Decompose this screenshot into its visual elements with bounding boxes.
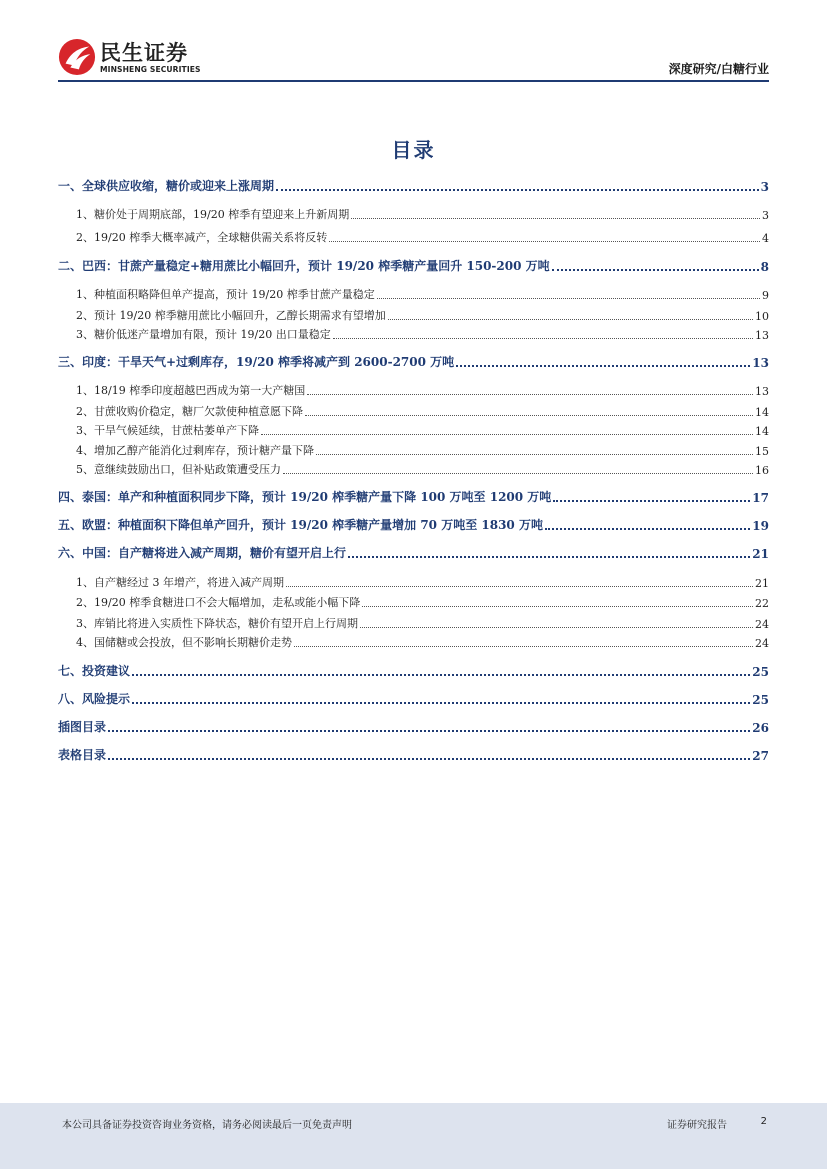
toc-entry-title: 1、糖价处于周期底部，19/20 榨季有望迎来上升新周期 [76, 208, 350, 221]
toc-section-entry[interactable] [58, 689, 769, 707]
toc-dot-leader [305, 414, 753, 416]
toc-entry-page: 4 [762, 232, 769, 245]
toc-entry-title: 3、干旱气候延续，甘蔗枯萎单产下降 [76, 424, 259, 437]
toc-entry-page: 14 [755, 406, 769, 419]
toc-dot-leader [351, 217, 760, 219]
toc-entry-page: 27 [752, 749, 769, 763]
toc-entry-page: 26 [752, 721, 769, 735]
toc-dot-leader [261, 433, 753, 435]
toc-dot-leader [348, 555, 750, 558]
toc-title: 目录 [391, 138, 436, 162]
toc-entry-title: 八、风险提示 [58, 692, 131, 706]
toc-entry-page: 8 [760, 260, 769, 274]
report-category: 深度研究/白糖行业 [668, 62, 769, 76]
toc-subsection-entry[interactable] [58, 284, 769, 302]
toc-dot-leader [333, 337, 753, 339]
toc-section-entry[interactable] [58, 176, 769, 194]
toc-entry-page: 21 [755, 577, 769, 590]
toc-subsection-entry[interactable] [58, 592, 769, 610]
toc-entry-page: 25 [752, 665, 769, 679]
toc-entry-page: 3 [760, 180, 769, 194]
toc-entry-title: 七、投资建议 [58, 664, 131, 678]
toc-entry-page: 13 [752, 356, 769, 370]
toc-dot-leader [132, 673, 750, 676]
toc-dot-leader [360, 626, 753, 628]
toc-subsection-entry[interactable] [58, 420, 769, 438]
footer-disclaimer: 本公司具备证券投资咨询业务资格，请务必阅读最后一页免责声明 [62, 1120, 352, 1131]
toc-dot-leader [456, 364, 750, 367]
toc-entry-title: 六、中国：自产糖将进入减产周期，糖价有望开启上行 [58, 546, 347, 560]
toc-subsection-entry[interactable] [58, 440, 769, 458]
toc-dot-leader [283, 472, 753, 474]
toc-entry-page: 24 [755, 618, 769, 631]
toc-subsection-entry[interactable] [58, 204, 769, 222]
toc-entry-page: 3 [762, 209, 769, 222]
toc-entry-page: 14 [755, 425, 769, 438]
toc-dot-leader [132, 701, 750, 704]
toc-section-entry[interactable] [58, 543, 769, 561]
toc-dot-leader [108, 729, 750, 732]
toc-dot-leader [316, 453, 753, 455]
toc-subsection-entry[interactable] [58, 227, 769, 245]
toc-entry-title: 4、国储糖或会投放，但不影响长期糖价走势 [76, 636, 292, 649]
page-header [0, 0, 827, 84]
toc-entry-title: 五、欧盟：种植面积下降但单产回升，预计 19/20 榨季糖产量增加 70 万吨至 1830 万吨 [58, 518, 543, 532]
company-logo [58, 36, 218, 80]
toc-entry-title: 2、19/20 榨季食糖进口不会大幅增加，走私或能小幅下降 [76, 596, 361, 609]
toc-entry-title: 1、自产糖经过 3 年增产，将进入减产周期 [76, 576, 284, 589]
toc-subsection-entry[interactable] [58, 380, 769, 398]
toc-dot-leader [294, 645, 753, 647]
toc-section-entry[interactable] [58, 352, 769, 370]
toc-entry-title: 2、19/20 榨季大概率减产，全球糖供需关系将反转 [76, 231, 328, 244]
toc-entry-page: 10 [755, 310, 769, 323]
toc-entry-page: 22 [755, 597, 769, 610]
toc-dot-leader [286, 585, 753, 587]
toc-dot-leader [307, 393, 753, 395]
toc-section-entry[interactable] [58, 515, 769, 533]
toc-section-entry[interactable] [58, 256, 769, 274]
toc-subsection-entry[interactable] [58, 401, 769, 419]
toc-entry-page: 25 [752, 693, 769, 707]
toc-dot-leader [108, 757, 750, 760]
toc-entry-page: 9 [762, 289, 769, 302]
toc-subsection-entry[interactable] [58, 632, 769, 650]
page-number: 2 [760, 1116, 767, 1127]
toc-entry-page: 15 [755, 445, 769, 458]
toc-entry-page: 16 [755, 464, 769, 477]
toc-entry-title: 1、18/19 榨季印度超越巴西成为第一大产糖国 [76, 384, 306, 397]
logo-english-name: MINSHENG SECURITIES [100, 65, 201, 74]
toc-entry-title: 3、库销比将进入实质性下降状态，糖价有望开启上行周期 [76, 617, 358, 630]
toc-entry-title: 表格目录 [58, 748, 107, 762]
toc-entry-title: 3、糖价低迷产量增加有限，预计 19/20 出口量稳定 [76, 328, 331, 341]
toc-entry-title: 插图目录 [58, 720, 107, 734]
toc-dot-leader [545, 527, 750, 530]
toc-entry-title: 2、预计 19/20 榨季糖用蔗比小幅回升，乙醇长期需求有望增加 [76, 309, 386, 322]
toc-section-entry[interactable] [58, 717, 769, 735]
header-divider [58, 80, 769, 82]
toc-entry-title: 4、增加乙醇产能消化过剩库存，预计糖产量下降 [76, 444, 314, 457]
toc-section-entry[interactable] [58, 487, 769, 505]
toc-dot-leader [329, 240, 760, 242]
toc-section-entry[interactable] [58, 661, 769, 679]
toc-entry-title: 四、泰国：单产和种植面积同步下降，预计 19/20 榨季糖产量下降 100 万吨至 1200 万吨 [58, 490, 552, 504]
toc-entry-title: 一、全球供应收缩，糖价或迎来上涨周期 [58, 179, 275, 193]
toc-entry-page: 17 [752, 491, 769, 505]
toc-dot-leader [276, 188, 759, 191]
toc-subsection-entry[interactable] [58, 305, 769, 323]
toc-section-entry[interactable] [58, 745, 769, 763]
page-footer [0, 1103, 827, 1169]
toc-entry-title: 1、种植面积略降但单产提高，预计 19/20 榨季甘蔗产量稳定 [76, 288, 375, 301]
toc-entry-title: 二、巴西：甘蔗产量稳定+糖用蔗比小幅回升，预计 19/20 榨季糖产量回升 150-200 万吨 [58, 259, 550, 273]
toc-dot-leader [553, 499, 750, 502]
minsheng-logo-icon [58, 38, 96, 76]
toc-dot-leader [388, 318, 753, 320]
toc-dot-leader [377, 297, 760, 299]
toc-entry-page: 13 [755, 329, 769, 342]
toc-entry-title: 5、意继续鼓励出口，但补贴政策遭受压力 [76, 463, 281, 476]
toc-entry-page: 24 [755, 637, 769, 650]
toc-entry-page: 13 [755, 385, 769, 398]
toc-entry-title: 2、甘蔗收购价稳定，糖厂欠款使种植意愿下降 [76, 405, 303, 418]
toc-subsection-entry[interactable] [58, 324, 769, 342]
toc-dot-leader [362, 605, 753, 607]
toc-entry-page: 19 [752, 519, 769, 533]
toc-entry-page: 21 [752, 547, 769, 561]
toc-subsection-entry[interactable] [58, 459, 769, 477]
logo-chinese-name: 民生证券 [100, 41, 188, 65]
footer-report-type: 证券研究报告 [667, 1120, 727, 1131]
toc-subsection-entry[interactable] [58, 572, 769, 590]
toc-dot-leader [552, 268, 759, 271]
toc-entry-title: 三、印度：干旱天气+过剩库存，19/20 榨季将减产到 2600-2700 万吨 [58, 355, 455, 369]
toc-subsection-entry[interactable] [58, 613, 769, 631]
